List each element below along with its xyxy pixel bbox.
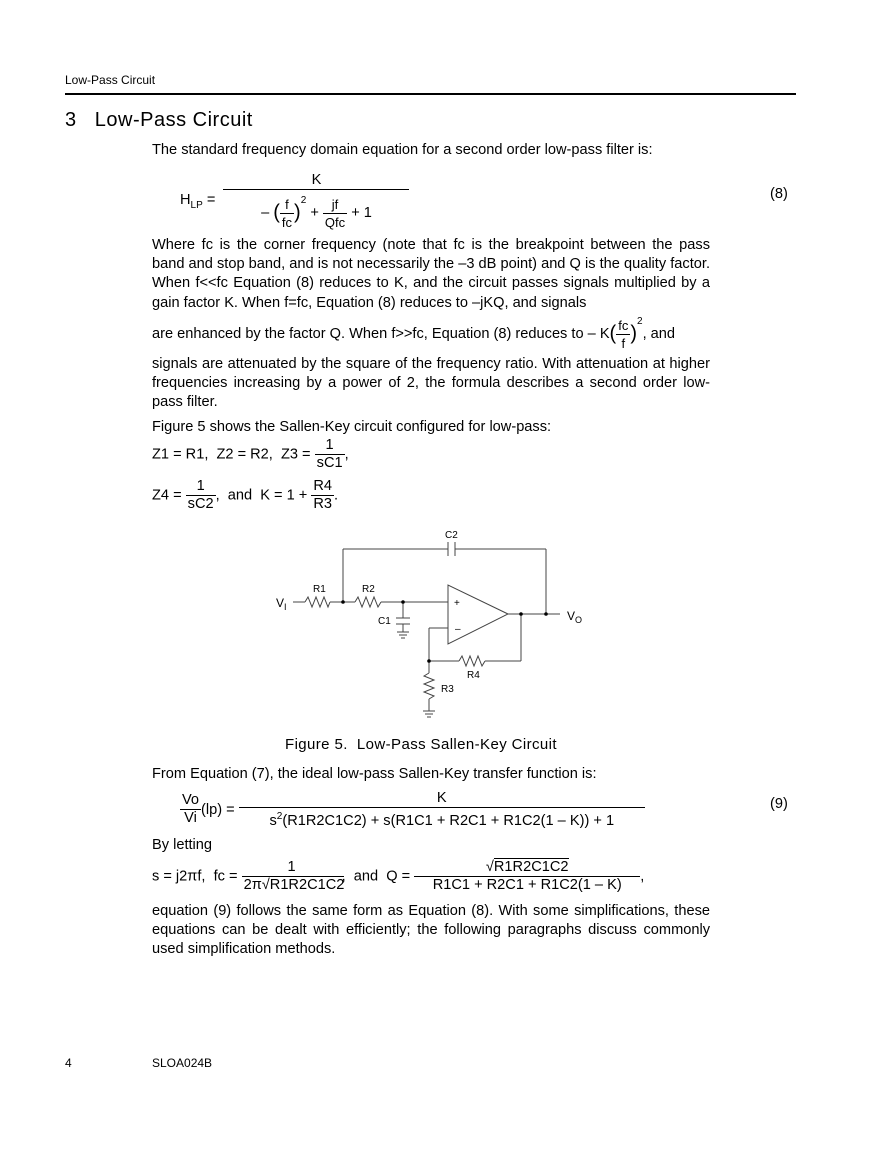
- paragraph-1-inline-line: are enhanced by the factor Q. When f>>fc, Equation (8) reduces to – K( $\frac{fc}{f}$ )$^2$, and: [152, 316, 676, 351]
- eq9-den-s: s: [269, 812, 277, 829]
- q-numerator-radicand: R1R2C1C2: [493, 859, 569, 875]
- eq8-lhs: H: [180, 191, 191, 208]
- intro-paragraph: The standard frequency domain equation for a second order low-pass filter is:: [152, 142, 653, 158]
- running-header: Low-Pass Circuit: [65, 73, 156, 87]
- z-equations-line-1: [152, 437, 349, 472]
- c2-label: C2: [445, 530, 458, 541]
- eq8-numerator: K: [311, 172, 322, 188]
- sallen-key-circuit: [260, 520, 600, 725]
- figure-caption: Figure 5. Low-Pass Sallen-Key Circuit: [285, 736, 557, 753]
- r4-resistor: [459, 656, 485, 666]
- z-line2-text-b: , and K = 1 +: [215, 487, 308, 504]
- z3-numerator: 1: [325, 437, 334, 453]
- eq9-den-exp: 2: [276, 811, 283, 822]
- para1-inline-after: , and: [642, 326, 676, 342]
- eq8-den-f: f: [285, 196, 289, 212]
- equation-8: $H_{LP}$ = K – ( $\frac{f}{fc}$ )$^2$ + $\frac{jf}{\text{Qfc}}$ + 1: [180, 172, 409, 231]
- c1-label: C1: [378, 616, 391, 627]
- subs-tail: ,: [640, 868, 645, 885]
- z-line2-text-a: Z4 =: [152, 487, 182, 504]
- paragraph-1: Where fc is the corner frequency (note that fc is the breakpoint between the pass band and stop band, and is not necessarily the –3 dB point) and Q is the quality factor. When f<<fc Equation (8) reduces to K, and the circuit passes signals multiplied by a gain factor K. When f=fc, Equation (8) reduces to –jKQ, and signals: [152, 237, 710, 311]
- z-line1-text: Z1 = R1, Z2 = R2, Z3 =: [152, 446, 311, 463]
- section-heading: Low-Pass Circuit: [94, 109, 253, 131]
- k-numerator: R4: [313, 478, 333, 494]
- header-rule: [65, 93, 796, 95]
- r4-label: R4: [467, 670, 480, 681]
- para1-inline-den: f: [616, 334, 630, 352]
- r1-resistor: [305, 597, 330, 607]
- z-line1-tail: ,: [344, 446, 349, 463]
- op-amp: [448, 585, 508, 644]
- eq8-den-exp: 2: [300, 195, 307, 206]
- document-id: SLOA024B: [152, 1056, 213, 1070]
- substitution-equations: [152, 859, 644, 894]
- paragraph-2: signals are attenuated by the square of the frequency ratio. With attenuation at higher frequencies increasing by a power of 2, the formula describes a second order low-pass filter.: [152, 356, 710, 411]
- z3-denominator: sC1: [316, 455, 343, 471]
- sqrt-sign-icon: √: [261, 877, 270, 893]
- opamp-plus-label: +: [454, 598, 460, 609]
- subs-s-fc: s = j2πf, fc =: [152, 868, 238, 885]
- page-number: 4: [65, 1056, 72, 1070]
- z4-denominator: sC2: [187, 496, 214, 512]
- eq9-lhs-den: Vi: [180, 809, 201, 827]
- subs-and-q: , and Q =: [341, 868, 411, 885]
- eq8-den-qfc: Qfc: [324, 214, 346, 230]
- para1-inline-exp: 2: [637, 316, 643, 327]
- figure-5-intro: Figure 5 shows the Sallen-Key circuit configured for low-pass:: [152, 419, 552, 435]
- eq9-lhs-tail: (lp) =: [201, 801, 235, 818]
- z-line2-tail: .: [334, 487, 339, 504]
- vi-label: $V_I$: [276, 596, 287, 612]
- eq8-den-jf: jf: [331, 196, 339, 212]
- equation-9-intro: From Equation (7), the ideal low-pass Sallen-Key transfer function is:: [152, 766, 597, 782]
- section-title: [65, 109, 253, 132]
- eq8-number: (8): [770, 186, 788, 202]
- eq9-number: (9): [770, 796, 788, 812]
- r1-label: R1: [313, 584, 326, 595]
- opamp-minus-label: –: [455, 624, 461, 635]
- para1-inline-num: fc: [618, 317, 629, 333]
- section-number: 3: [65, 109, 77, 131]
- eq8-lhs-sub: LP: [190, 199, 203, 211]
- equation-9: [180, 790, 645, 830]
- fc-den-2pi: 2π: [243, 877, 262, 893]
- para1-inline-k: K: [599, 326, 610, 342]
- eq9-numerator: K: [436, 790, 447, 806]
- fc-den-radicand: R1R2C1C2: [269, 877, 345, 893]
- r3-label: R3: [441, 684, 454, 695]
- sqrt-sign-icon: √: [485, 859, 494, 875]
- r3-resistor: [424, 673, 434, 699]
- para1-inline-before: are enhanced by the factor Q. When f>>fc, Equation (8) reduces to: [152, 326, 584, 342]
- eq9-lhs-num: Vo: [182, 792, 200, 809]
- fc-numerator: 1: [287, 859, 296, 875]
- eq8-den-one: + 1: [351, 205, 372, 221]
- r2-resistor: [355, 597, 381, 607]
- eq9-den-rest: (R1R2C1C2) + s(R1C1 + R2C1 + R1C2(1 – K)) + 1: [282, 812, 615, 829]
- r2-label: R2: [362, 584, 375, 595]
- by-letting: By letting: [152, 837, 213, 853]
- eq8-den-fc: fc: [281, 214, 293, 230]
- k-denominator: R3: [313, 496, 333, 512]
- z-equations-line-2: [152, 478, 338, 513]
- vo-label: $V_O$: [567, 609, 583, 625]
- z4-numerator: 1: [196, 478, 205, 494]
- q-denominator: R1C1 + R2C1 + R1C2(1 – K): [414, 876, 640, 894]
- paragraph-3: equation (9) follows the same form as Equation (8). With some simplifications, these equations can be dealt with efficiently; the following paragraphs discuss commonly used simplification methods.: [152, 903, 710, 958]
